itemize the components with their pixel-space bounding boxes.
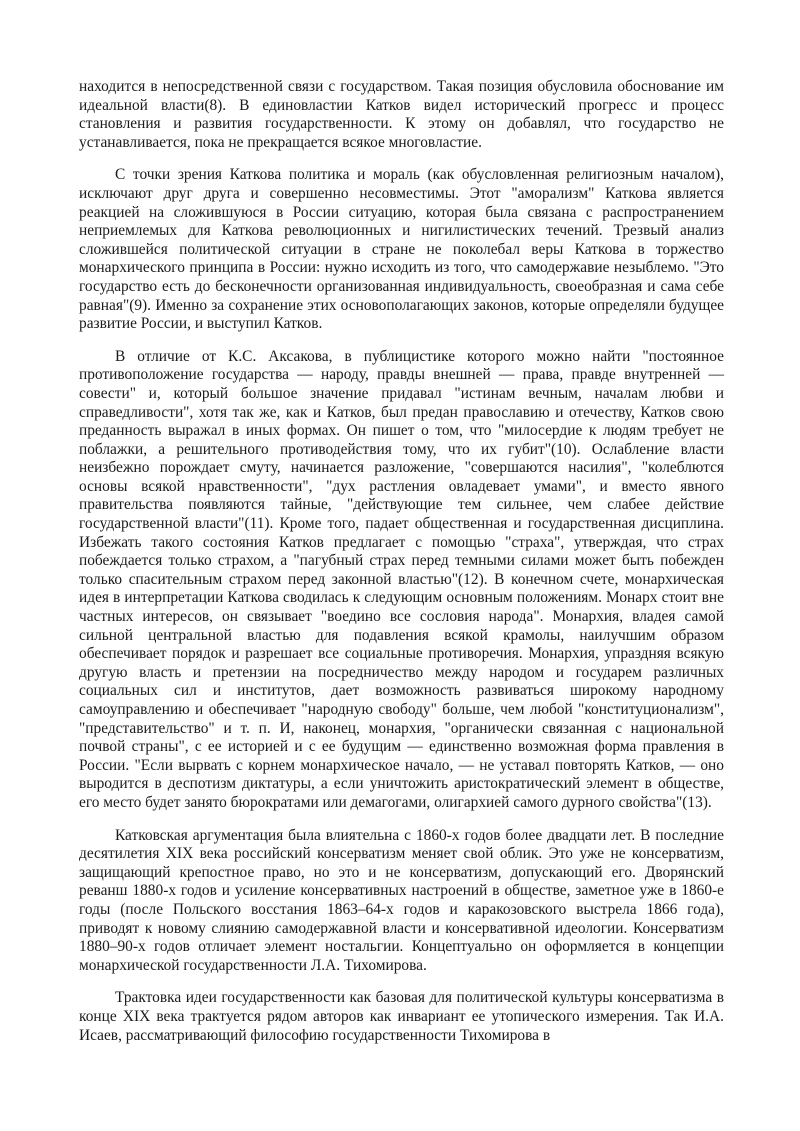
paragraph-3: В отличие от К.С. Аксакова, в публицистике которого можно найти "постоянное противоположение государства — народу, правды внешней — права, правде внутренней — совести" и, который большое значение придавал "истинам вечным, началам любви и справедливости", хотя так же, как и Катков, был предан православию и отечеству, Катков свою преданность выражал в иных формах. Он пишет о том, что "милосердие к людям требует не поблажки, а решительного противодействия тому, что их губит"(10). Ослабление власти неизбежно порождает смуту, начинается разложение, "совершаются насилия", "колеблются основы всякой нравственности", "дух растления овладевает умами", и вместо явного правительства появляются тайные, "действующие тем сильнее, чем слабее действие государственной власти"(11). Кроме того, падает общественная и государственная дисциплина. Избежать такого состояния Катков предлагает с помощью "страха", утверждая, что страх побеждается только страхом, а "пагубный страх перед темными силами может быть побежден только спасительным страхом перед законной властью"(12). В конечном счете, монархическая идея в интерпретации Каткова сводилась к следующим основным положениям. Монарх стоит вне частных интересов, он связывает "воедино все сословия народа". Монархия, владея самой сильной центральной властью для подавления всякой крамолы, наилучшим образом обеспечивает порядок и разрешает все социальные противоречия. Монархия, упраздняя всякую другую власть и претензии на посредничество между народом и государем различных социальных сил и институтов, дает возможность развиваться широкому народному самоуправлению и обеспечивает "народную свободу" больше, чем любой "конституционализм", "представительство" и т. п. И, наконец, монархия, "органически связанная с национальной почвой страны", с ее историей и с ее будущим — единственно возможная форма правления в России. "Если вырвать с корнем монархическое начало, — не уставал повторять Катков, — оно выродится в деспотизм диктатуры, а если уничтожить аристократический элемент в обществе, его место будет занято бюрократами или демагогами, олигархией самого дурного свойства"(13). [79, 347, 724, 811]
paragraph-1: находится в непосредственной связи с государством. Такая позиция обусловила обоснование им идеальной власти(8). В единовластии Катков видел исторический прогресс и процесс становления и развития государственности. К этому он добавлял, что государство не устанавливается, пока не прекращается всякое многовластие. [79, 78, 724, 151]
paragraph-2: С точки зрения Каткова политика и мораль (как обусловленная религиозным началом), исключают друг друга и совершенно несовместимы. Этот "аморализм" Каткова является реакцией на сложившуюся в России ситуацию, которая была связана с распространением неприемлемых для Каткова революционных и нигилистических течений. Трезвый анализ сложившейся политической ситуации в стране не поколебал веры Каткова в торжество монархического принципа в России: нужно исходить из того, что самодержавие незыблемо. "Это государство есть до бесконечности организованная индивидуальность, своеобразная и сама себе равная"(9). Именно за сохранение этих основополагающих законов, которые определяли будущее развитие России, и выступил Катков. [79, 166, 724, 333]
paragraph-5: Трактовка идеи государственности как базовая для политической культуры консерватизма в конце XIX века трактуется рядом авторов как инвариант ее утопического измерения. Так И.А. Исаев, рассматривающий философию государственности Тихомирова в [79, 989, 724, 1044]
paragraph-4: Катковская аргументация была влиятельна с 1860-х годов более двадцати лет. В последние десятилетия XIX века российский консерватизм меняет свой облик. Это уже не консерватизм, защищающий крепостное право, но это и не консерватизм, допускающий его. Дворянский реванш 1880-х годов и усиление консервативных настроений в обществе, заметное уже в 1860-е годы (после Польского восстания 1863–64-х годов и каракозовского выстрела 1866 года), приводят к новому слиянию самодержавной власти и консервативной идеологии. Консерватизм 1880–90-х годов отличает элемент ностальгии. Концептуально он оформляется в концепции монархической государственности Л.А. Тихомирова. [79, 826, 724, 974]
document-body [79, 78, 724, 1059]
